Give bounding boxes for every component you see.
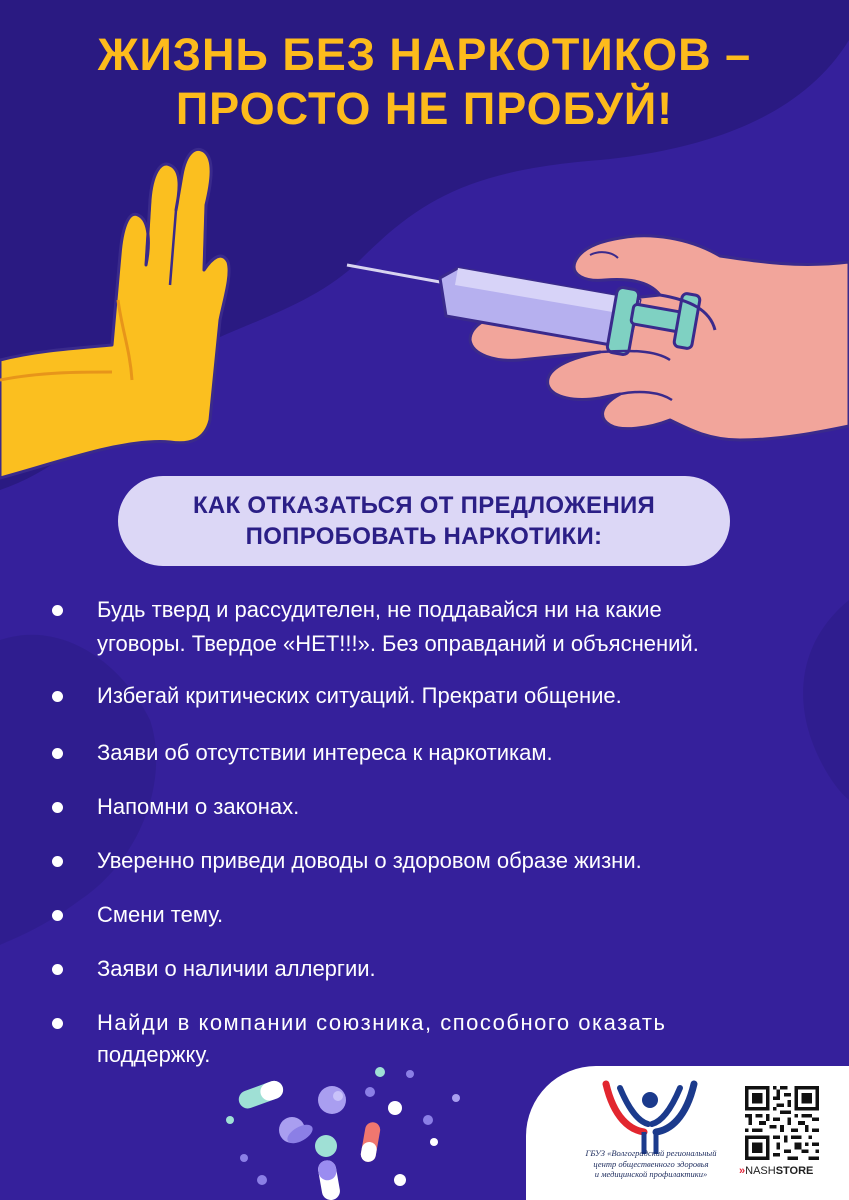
bullet-icon <box>52 1018 63 1029</box>
tip-text-8-line-1: Найди в компании союзника, способного оказать <box>97 1010 667 1035</box>
stop-hand-icon <box>0 149 229 478</box>
bullet-icon <box>52 910 63 921</box>
heading-line-2: ПОПРОБОВАТЬ НАРКОТИКИ: <box>245 523 603 550</box>
section-heading <box>118 476 730 566</box>
org-line-3: и медицинской профилактики» <box>594 1169 708 1179</box>
scattered-pills-icon <box>220 1060 480 1200</box>
tip-text-3: Заяви об отсутствии интереса к наркотикам. <box>97 740 553 765</box>
organization-name <box>566 1148 736 1180</box>
tip-text-1-line-1: Будь тверд и рассудителен, не поддавайся ни на какие <box>97 597 662 622</box>
health-center-logo-icon <box>600 1078 700 1156</box>
title-line-2: ПРОСТО НЕ ПРОБУЙ! <box>175 83 674 134</box>
bullet-icon <box>52 691 63 702</box>
bullet-icon <box>52 605 63 616</box>
tip-text-6: Смени тему. <box>97 902 224 927</box>
store-badge <box>739 1163 829 1179</box>
hands-illustration <box>0 140 849 480</box>
tip-text-5: Уверенно приведи доводы о здоровом образе жизни. <box>97 848 642 873</box>
org-line-1: ГБУЗ «Волгоградский региональный <box>585 1148 717 1158</box>
tip-text-7: Заяви о наличии аллергии. <box>97 956 376 981</box>
store-prefix: NASH <box>745 1165 776 1177</box>
hand-with-syringe-icon <box>347 236 849 440</box>
qr-code-icon <box>745 1086 819 1160</box>
poster-title <box>0 28 849 136</box>
bullet-icon <box>52 802 63 813</box>
bullet-icon <box>52 964 63 975</box>
bullet-icon <box>52 856 63 867</box>
tip-text-2: Избегай критических ситуаций. Прекрати общение. <box>97 683 622 708</box>
tip-text-1-line-2: уговоры. Твердое «НЕТ!!!». Без оправданий и объяснений. <box>97 631 699 656</box>
title-line-1: ЖИЗНЬ БЕЗ НАРКОТИКОВ – <box>97 29 752 80</box>
tip-text-4: Напомни о законах. <box>97 794 300 819</box>
org-line-2: центр общественного здоровья <box>593 1158 709 1169</box>
store-suffix: STORE <box>775 1165 814 1177</box>
tip-text-8-line-2: поддержку. <box>97 1042 211 1067</box>
store-chevrons-icon: » <box>739 1165 744 1177</box>
heading-line-1: КАК ОТКАЗАТЬСЯ ОТ ПРЕДЛОЖЕНИЯ <box>192 492 656 519</box>
bullet-icon <box>52 748 63 759</box>
